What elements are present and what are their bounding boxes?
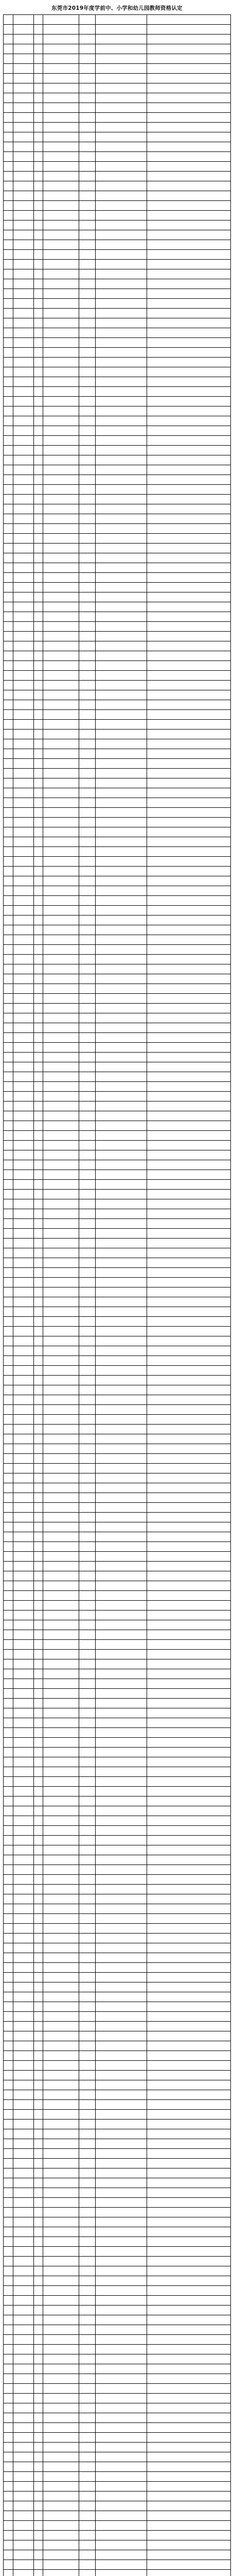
table-column-divider — [33, 15, 34, 2576]
document-title: 东莞市2019年度学前中、小学和幼儿园教师资格认定 — [51, 5, 183, 11]
list-table — [3, 14, 231, 2576]
table-header — [4, 15, 230, 25]
document-page — [3, 3, 231, 2576]
table-column-divider — [95, 15, 96, 2576]
